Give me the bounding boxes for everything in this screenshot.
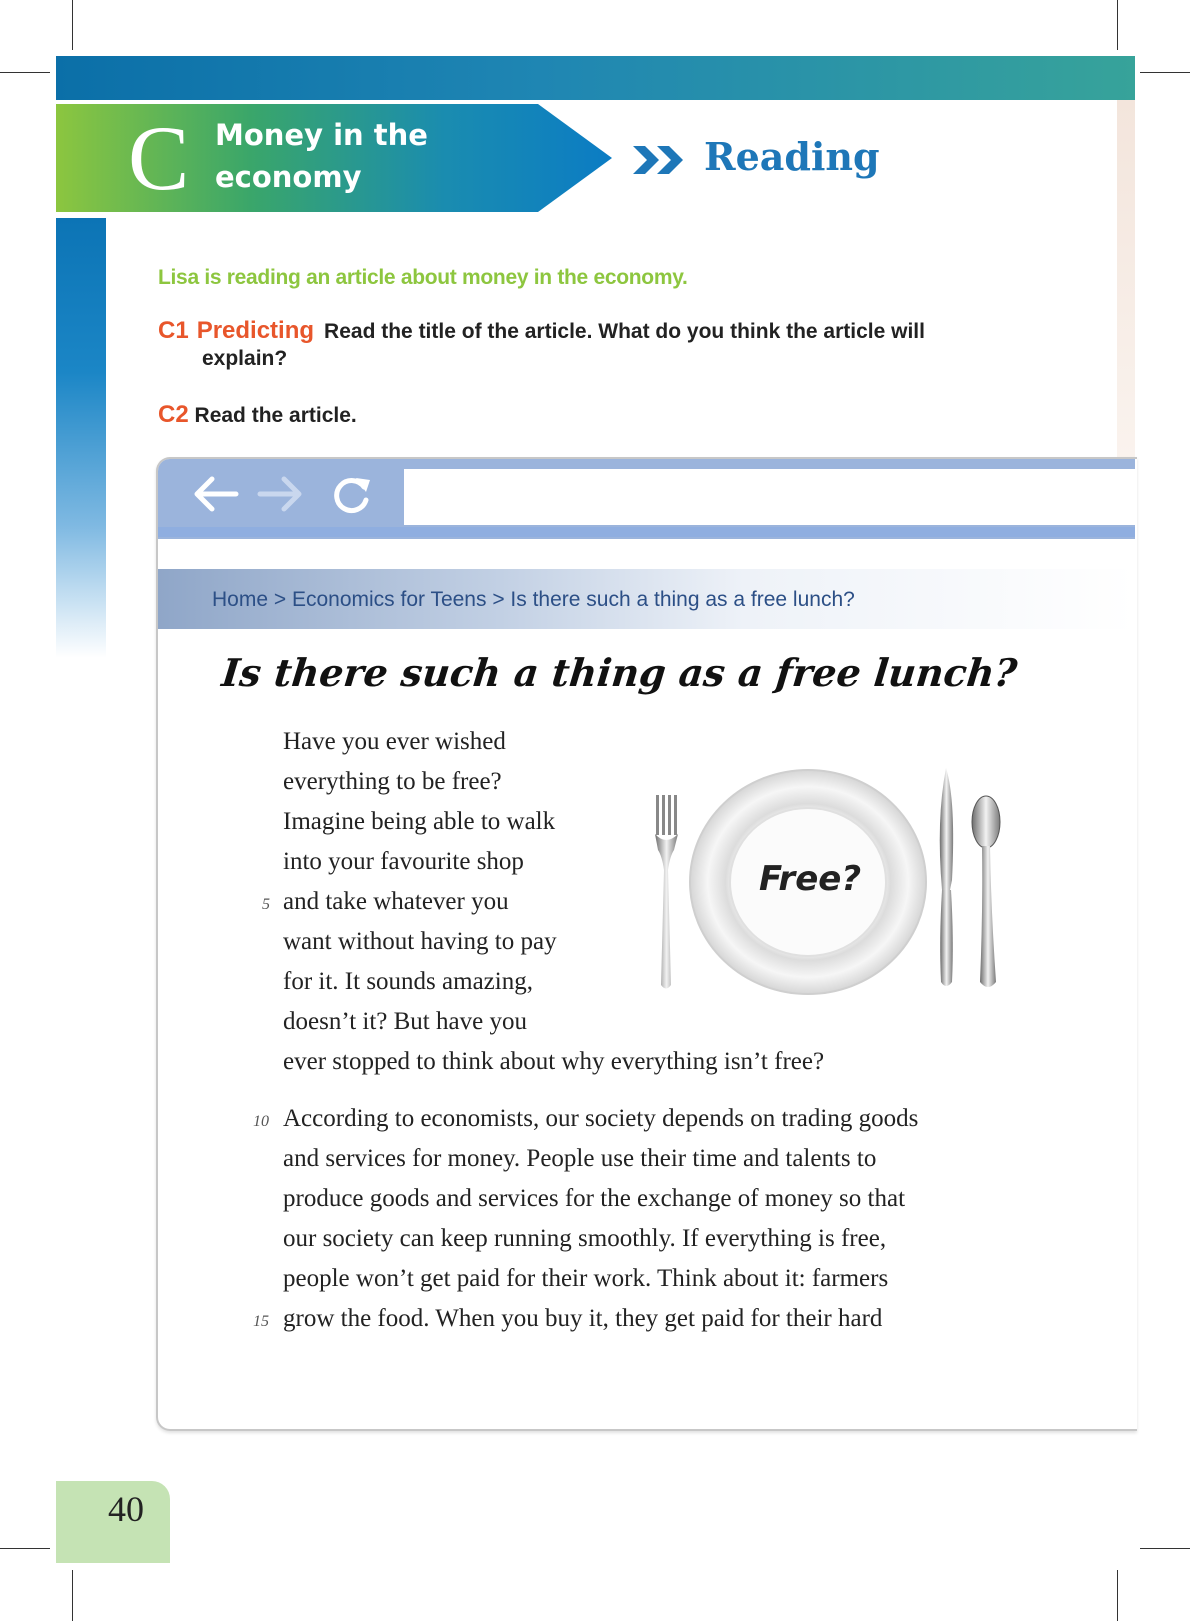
question-text-continued: explain? [202, 347, 288, 370]
top-color-bar [56, 56, 1135, 100]
line-number: 15 [253, 1313, 269, 1330]
article-line: Imagine being able to walk [283, 808, 556, 835]
question-number: C1 [158, 317, 189, 344]
article-line: and services for money. People use their time and talents to [283, 1145, 877, 1172]
crop-mark [72, 0, 73, 50]
refresh-icon[interactable] [330, 474, 374, 516]
back-arrow-icon[interactable] [190, 474, 240, 514]
article-line: doesn’t it? But have you [283, 1008, 527, 1035]
article-line: Have you ever wished [283, 728, 506, 755]
intro-text: Lisa is reading an article about money in the economy. [158, 266, 688, 289]
article-line: want without having to pay [283, 928, 557, 955]
section-title-line1: Money in the [215, 118, 428, 152]
forward-arrow-icon[interactable] [256, 474, 306, 514]
toolbar-underline [158, 527, 1135, 537]
address-bar[interactable] [404, 469, 1135, 525]
section-title-line2: economy [215, 160, 362, 194]
question-text: Read the article. [194, 404, 357, 427]
section-title [215, 114, 475, 198]
breadcrumb[interactable]: Home > Economics for Teens > Is there such a thing as a free lunch? [212, 588, 855, 611]
crop-mark [1140, 1548, 1190, 1549]
crop-mark [0, 72, 50, 73]
spoon-icon [972, 796, 1000, 987]
question-skill: Predicting [196, 317, 315, 344]
article-line: for it. It sounds amazing, [283, 968, 533, 995]
right-edge-strip [1117, 100, 1135, 460]
crop-mark [1117, 1570, 1118, 1621]
line-number: 10 [253, 1113, 269, 1130]
article-line: everything to be free? [283, 768, 502, 795]
question-number: C2 [158, 401, 189, 428]
crop-mark [72, 1570, 73, 1621]
skill-label: Reading [704, 134, 880, 179]
plate-and-cutlery-image [650, 760, 1010, 1000]
article-line: and take whatever you [283, 888, 509, 915]
article-line: produce goods and services for the exchange of money so that [283, 1185, 906, 1212]
fork-icon [655, 795, 678, 989]
section-letter: C [128, 107, 190, 209]
crop-mark [1117, 0, 1118, 50]
article-line: people won’t get paid for their work. Think about it: farmers [283, 1265, 889, 1292]
left-gradient-strip [56, 218, 106, 658]
article-line: grow the food. When you buy it, they get paid for their hard [283, 1305, 883, 1332]
knife-icon [940, 768, 953, 986]
article-line: ever stopped to think about why everything isn’t free? [283, 1048, 825, 1075]
article-line: According to economists, our society depends on trading goods [283, 1105, 919, 1132]
article-title: Is there such a thing as a free lunch? [219, 650, 1020, 695]
article-line: our society can keep running smoothly. If everything is free, [283, 1225, 887, 1252]
page-number: 40 [108, 1489, 144, 1529]
question-c1 [158, 316, 998, 347]
plate-label: Free? [758, 859, 862, 899]
crop-mark [1140, 72, 1190, 73]
question-text: Read the title of the article. What do you think the article will [324, 320, 925, 343]
article-line: into your favourite shop [283, 848, 524, 875]
line-number: 5 [262, 896, 270, 913]
crop-mark [0, 1548, 50, 1549]
question-c2 [158, 401, 357, 429]
double-chevron-icon [633, 143, 689, 177]
